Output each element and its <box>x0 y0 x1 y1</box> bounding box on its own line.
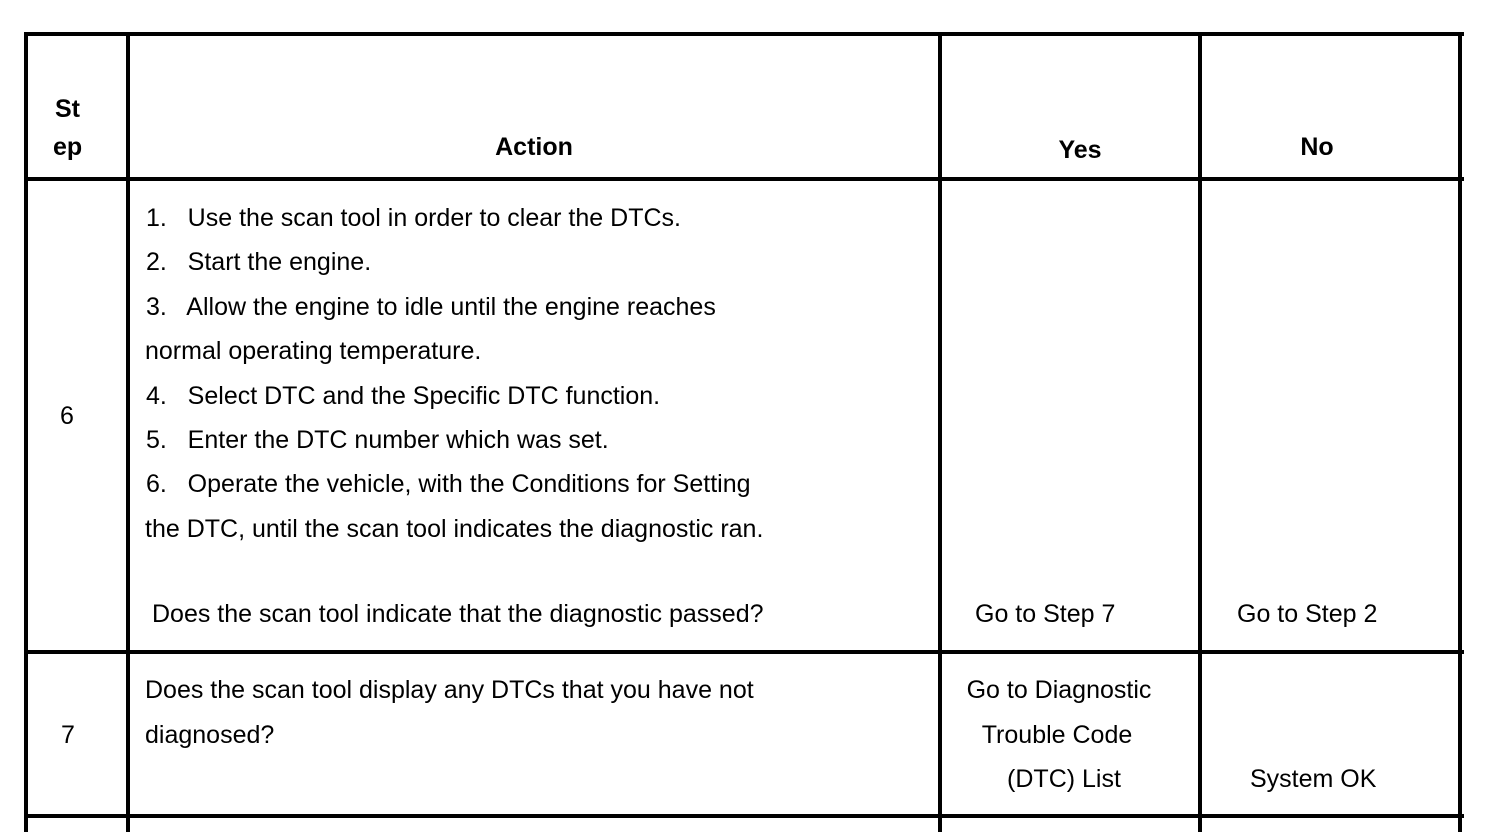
header-action: Action <box>495 133 573 161</box>
action-line: 1. Use the scan tool in order to clear the DTCs. <box>146 204 681 232</box>
table-border-right <box>1458 32 1462 832</box>
action-line: 2. Start the engine. <box>146 248 372 276</box>
table-border-bottom <box>24 814 1464 818</box>
yes-result: Go to Step 7 <box>975 600 1116 628</box>
action-line: the DTC, until the scan tool indicates the diagnostic ran. <box>145 515 764 543</box>
yes-result-line: Trouble Code <box>981 721 1133 749</box>
header-step-line2: ep <box>53 133 83 161</box>
yes-result-line: (DTC) List <box>1007 765 1121 793</box>
header-step-line1: St <box>55 95 80 123</box>
action-line: diagnosed? <box>145 721 275 749</box>
row-divider <box>24 650 1464 654</box>
yes-result-line: Go to Diagnostic <box>966 676 1152 704</box>
header-yes: Yes <box>1058 136 1102 164</box>
action-line: 4. Select DTC and the Specific DTC function. <box>146 382 661 410</box>
step-number: 6 <box>60 402 74 430</box>
action-line: Does the scan tool display any DTCs that you have not <box>145 676 754 704</box>
action-line: normal operating temperature. <box>145 337 482 365</box>
table-border-top <box>24 32 1464 36</box>
table-border-left <box>24 32 28 832</box>
action-line: 3. Allow the engine to idle until the engine reaches <box>146 293 716 321</box>
action-question: Does the scan tool indicate that the diagnostic passed? <box>152 600 764 628</box>
header-row-divider <box>24 177 1464 181</box>
action-line: 5. Enter the DTC number which was set. <box>146 426 609 454</box>
action-line: 6. Operate the vehicle, with the Conditions for Setting <box>146 470 751 498</box>
no-result: System OK <box>1250 765 1377 793</box>
no-result: Go to Step 2 <box>1237 600 1378 628</box>
step-number: 7 <box>61 721 75 749</box>
header-no: No <box>1300 133 1334 161</box>
